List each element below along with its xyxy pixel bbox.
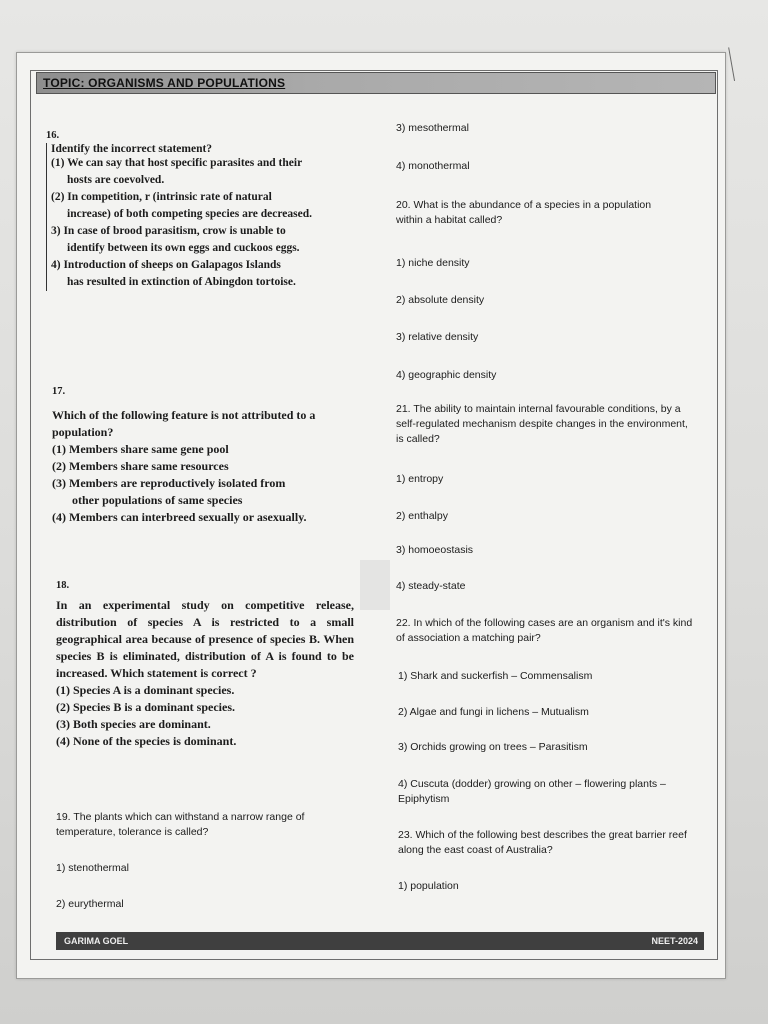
footer-bar (56, 932, 704, 950)
option: 3) mesothermal (396, 122, 469, 134)
option-line: (2) Members share same resources (52, 459, 229, 473)
question-stem: Which of the following feature is not attributed to a population? (52, 408, 316, 439)
option: 4) monothermal (396, 160, 470, 172)
question-21 (396, 402, 696, 447)
option: 4) steady-state (396, 580, 466, 592)
question-stem: 23. Which of the following best describes the great barrier reef along the east coast of Australia? (398, 829, 687, 856)
faint-watermark (360, 560, 390, 610)
option: 3) relative density (396, 331, 479, 343)
option-line: other populations of same species (72, 493, 243, 507)
option: (2) Species B is a dominant species. (56, 700, 236, 714)
option: 4) geographic density (396, 369, 497, 381)
option: 1) stenothermal (56, 862, 129, 874)
footer-exam: NEET-2024 (651, 936, 698, 946)
topic-title: TOPIC: ORGANISMS AND POPULATIONS (43, 76, 286, 90)
question-stem: 22. In which of the following cases are an organism and it's kind of association a matching pair? (396, 617, 693, 644)
option (51, 257, 356, 291)
question-22 (396, 616, 696, 646)
question-stem: 19. The plants which can withstand a narrow range of temperature, tolerance is called? (56, 811, 305, 838)
topic-header (36, 72, 716, 94)
option-line: (4) Members can interbreed sexually or asexually. (52, 510, 307, 524)
option (51, 155, 356, 189)
option: (1) Species A is a dominant species. (56, 683, 235, 697)
question-stem: 21. The ability to maintain internal favourable conditions, by a self-regulated mechanism despite changes in the environment, is called? (396, 403, 688, 445)
option (52, 475, 352, 509)
option (52, 441, 352, 458)
option-line: 4) Introduction of sheeps on Galapagos Islands (51, 259, 281, 271)
option: 2) Algae and fungi in lichens – Mutualism (398, 706, 589, 718)
option: 1) Shark and suckerfish – Commensalism (398, 670, 593, 682)
option (52, 458, 352, 475)
question-23 (398, 828, 698, 858)
option-line: increase) of both competing species are decreased. (67, 208, 312, 220)
footer-author: GARIMA GOEL (64, 936, 129, 946)
question-stem: Identify the incorrect statement? (51, 143, 213, 155)
option-line: (1) Members share same gene pool (52, 442, 229, 456)
option-line: (1) We can say that host specific parasites and their (51, 157, 303, 169)
option (51, 189, 356, 223)
option: 3) Orchids growing on trees – Parasitism (398, 741, 588, 753)
option: 1) population (398, 880, 459, 892)
option-line: 3) In case of brood parasitism, crow is unable to (51, 225, 286, 237)
question-number: 18. (56, 580, 70, 591)
option (51, 223, 356, 257)
option: 2) eurythermal (56, 898, 124, 910)
option: (3) Both species are dominant. (56, 717, 211, 731)
option-line: hosts are coevolved. (67, 174, 165, 186)
question-number: 17. (52, 386, 66, 397)
option: (4) None of the species is dominant. (56, 734, 237, 748)
question-20 (396, 198, 666, 228)
question-stem: In an experimental study on competitive release, distribution of species A is restricted to a small geographical area because of presence of species B. When species B is eliminated, distribution of A is found to be increased. Which statement is correct ? (56, 598, 354, 680)
option: 3) homoeostasis (396, 544, 474, 556)
option: 2) absolute density (396, 294, 485, 306)
option-line: has resulted in extinction of Abingdon tortoise. (67, 276, 296, 288)
question-stem: 20. What is the abundance of a species in a population within a habitat called? (396, 199, 652, 226)
question-number: 16. (46, 130, 60, 141)
option-line: (3) Members are reproductively isolated from (52, 476, 286, 490)
question-16-body (46, 143, 356, 291)
option: 1) niche density (396, 257, 470, 269)
option-line: (2) In competition, r (intrinsic rate of natural (51, 191, 272, 203)
option (398, 777, 688, 807)
question-16 (46, 130, 356, 291)
question-18 (56, 580, 354, 750)
option: 1) entropy (396, 473, 444, 485)
question-17 (52, 386, 352, 526)
option (52, 509, 352, 526)
option-line: identify between its own eggs and cuckoos eggs. (67, 242, 300, 254)
option-text: 4) Cuscuta (dodder) growing on other – flowering plants – Epiphytism (398, 778, 666, 805)
question-19 (56, 810, 356, 840)
pen-mark (728, 45, 749, 81)
option: 2) enthalpy (396, 510, 448, 522)
